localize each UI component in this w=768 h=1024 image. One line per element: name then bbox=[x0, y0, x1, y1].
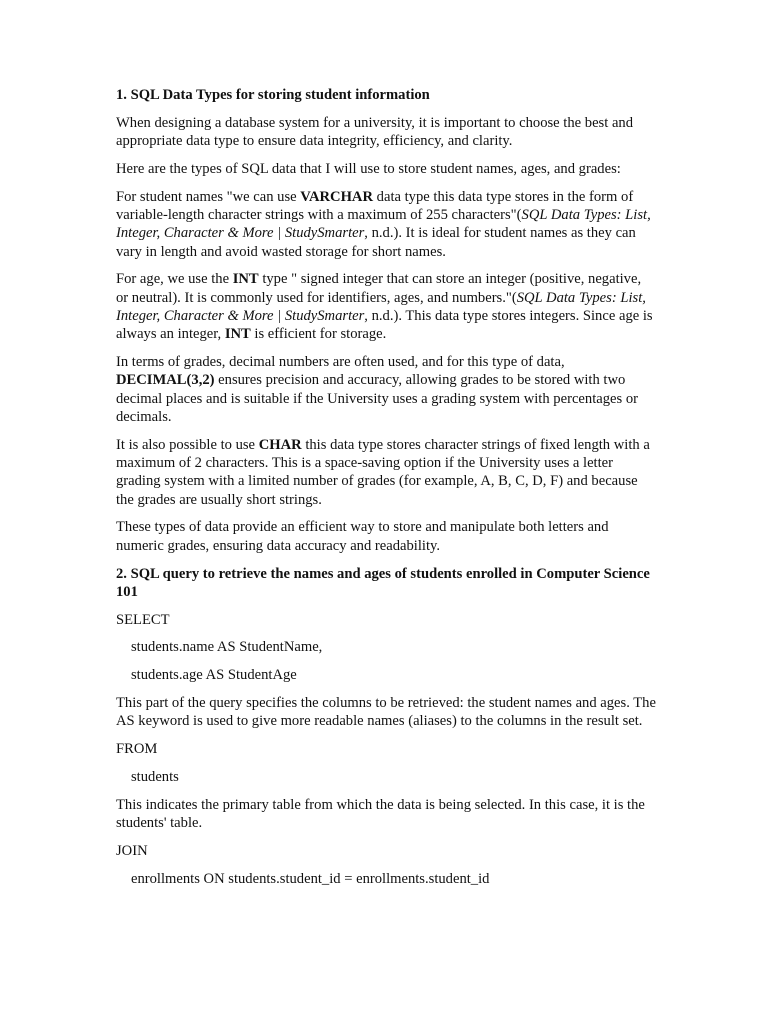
sql-from: FROM bbox=[116, 741, 158, 758]
text-run: It is also possible to use bbox=[116, 436, 259, 453]
document-page bbox=[116, 86, 656, 897]
sql-column-age: students.age AS StudentAge bbox=[131, 667, 297, 684]
citation-title: SQL Data Types: List, Integer, Character & More | StudySmarter bbox=[116, 289, 646, 324]
text-run: this data type stores character strings of fixed length with a maximum of 2 characters. This is a space-saving option if the University uses a letter grading system with a limited number of grades (for example, A, B, C, D, F) and because the grades are usually short strings. bbox=[116, 436, 650, 508]
text-run: is efficient for storage. bbox=[250, 326, 387, 343]
sql-column-name: students.name AS StudentName, bbox=[131, 639, 323, 656]
text-run: data type this data type stores in the form of variable-length character strings with a maximum of 255 characters"( bbox=[116, 188, 634, 223]
keyword-int: INT bbox=[232, 271, 259, 288]
text-run: For student names "we can use bbox=[116, 188, 301, 205]
text-run: , n.d.). This data type stores integers. Since age is always an integer, bbox=[116, 307, 653, 343]
paragraph-types-overview: Here are the types of SQL data that I will use to store student names, ages, and grades: bbox=[116, 160, 621, 177]
paragraph-summary: These types of data provide an efficient way to store and manipulate both letters and numeric grades, ensuring data accuracy and readability. bbox=[116, 519, 609, 554]
paragraph-select-explanation: This part of the query specifies the columns to be retrieved: the student names and ages. The AS keyword is used to give more readable names (aliases) to the columns in the result set. bbox=[116, 695, 656, 730]
keyword-varchar: VARCHAR bbox=[300, 188, 374, 205]
text-run: type " signed integer that can store an integer (positive, negative, or neutral). It is commonly used for identifiers, ages, and numbers."( bbox=[116, 271, 642, 306]
sql-join-condition: enrollments ON students.student_id = enrollments.student_id bbox=[131, 870, 490, 887]
text-run: , n.d.). It is ideal for student names as they can vary in length and avoid wasted storage for short names. bbox=[116, 225, 636, 260]
section-heading-2: 2. SQL query to retrieve the names and ages of students enrolled in Computer Science 101 bbox=[116, 565, 650, 600]
section-heading-1: 1. SQL Data Types for storing student information bbox=[116, 87, 430, 103]
sql-select: SELECT bbox=[116, 611, 170, 628]
keyword-int: INT bbox=[224, 326, 251, 343]
paragraph-intro: When designing a database system for a university, it is important to choose the best and appropriate data type to ensure data integrity, efficiency, and clarity. bbox=[116, 114, 634, 150]
text-run: ensures precision and accuracy, allowing grades to be stored with two decimal places and is suitable if the University uses a grading system with percentages or decimals. bbox=[116, 372, 638, 425]
text-run: For age, we use the bbox=[116, 271, 233, 288]
paragraph-varchar bbox=[116, 188, 656, 261]
citation-title: SQL Data Types: List, Integer, Character & More | StudySmarter bbox=[116, 206, 651, 242]
paragraph-char bbox=[116, 436, 656, 509]
keyword-char: CHAR bbox=[258, 436, 302, 453]
text-run: In terms of grades, decimal numbers are often used, and for this type of data, bbox=[116, 354, 565, 371]
paragraph-int bbox=[116, 270, 656, 343]
paragraph-from-explanation: This indicates the primary table from which the data is being selected. In this case, it is the students' table. bbox=[116, 796, 645, 831]
sql-join: JOIN bbox=[116, 842, 148, 859]
sql-table-students: students bbox=[131, 768, 179, 785]
keyword-decimal: DECIMAL(3,2) bbox=[116, 372, 215, 389]
paragraph-decimal bbox=[116, 353, 656, 426]
